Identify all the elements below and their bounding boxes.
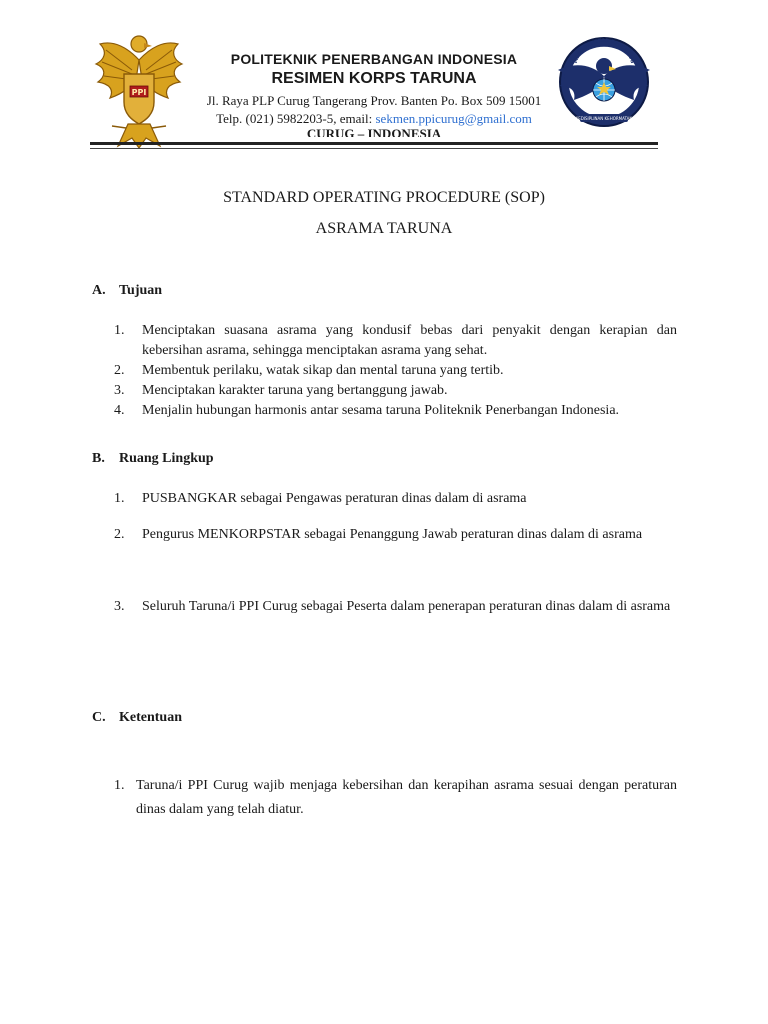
section-c-heading — [92, 710, 182, 726]
item-text: Menciptakan suasana asrama yang kondusif bebas dari penyakit dengan kerapian dan kebersihan asrama, sehingga menciptakan asrama yang sehat. — [142, 323, 677, 358]
letterhead — [0, 0, 768, 160]
section-title: Ruang Lingkup — [119, 451, 214, 466]
regiment-name: RESIMEN KORPS TARUNA — [271, 70, 477, 87]
section-title: Ketentuan — [119, 710, 182, 725]
item-text: Taruna/i PPI Curug wajib menjaga kebersihan dan kerapihan asrama sesuai dengan peraturan dinas dalam yang telah diatur. — [136, 778, 677, 817]
section-title: Tujuan — [119, 283, 163, 298]
section-letter: A. — [92, 283, 106, 298]
list-item — [114, 361, 677, 381]
item-number: 1. — [114, 491, 125, 506]
section-letter: C. — [92, 710, 106, 725]
item-number: 4. — [114, 403, 125, 418]
menkorpstar-emblem-logo — [554, 30, 654, 138]
phone-text: Telp. (021) 5982203-5, email: — [216, 111, 376, 126]
address-line: Jl. Raya PLP Curug Tangerang Prov. Banten Po. Box 509 15001 — [206, 93, 542, 108]
section-letter: B. — [92, 451, 105, 466]
list-item — [114, 589, 677, 625]
letterhead-divider-thin — [90, 148, 658, 149]
logo-right-top-text: MENKORPSTAR PPI CURUG — [572, 37, 636, 65]
institution-name: POLITEKNIK PENERBANGAN INDONESIA — [230, 51, 518, 67]
item-number: 3. — [114, 383, 125, 398]
logo-left-label: PPI — [131, 88, 147, 97]
contact-line — [188, 110, 560, 127]
list-item — [114, 381, 677, 401]
item-text: Menjalin hubungan harmonis antar sesama taruna Politeknik Penerbangan Indonesia. — [142, 403, 620, 418]
item-text: Menciptakan karakter taruna yang bertanggung jawab. — [142, 383, 448, 398]
list-item — [114, 774, 677, 822]
item-number: 1. — [114, 778, 125, 793]
item-number: 1. — [114, 323, 125, 338]
item-number: 2. — [114, 527, 125, 542]
section-b-heading — [92, 451, 214, 467]
document-subtitle: ASRAMA TARUNA — [315, 220, 453, 237]
section-a-heading — [92, 283, 162, 299]
email-link[interactable]: sekmen.ppicurug@gmail.com — [375, 111, 532, 126]
logo-right-bottom-text: KEDISIPLINAN KEHORMATAN — [575, 116, 633, 121]
list-item — [114, 517, 677, 553]
city-line: CURUG – INDONESIA — [306, 127, 442, 137]
document-title: STANDARD OPERATING PROCEDURE (SOP) — [223, 189, 545, 206]
list-item — [114, 401, 677, 421]
letterhead-text — [188, 50, 560, 137]
letterhead-divider-thick — [90, 142, 658, 145]
item-text: Pengurus MENKORPSTAR sebagai Penanggung Jawab peraturan dinas dalam di asrama — [142, 527, 643, 542]
item-text: Seluruh Taruna/i PPI Curug sebagai Peserta dalam penerapan peraturan dinas dalam di asrama — [142, 599, 671, 614]
item-text: Membentuk perilaku, watak sikap dan mental taruna yang tertib. — [142, 363, 504, 378]
list-item — [114, 321, 677, 361]
item-number: 2. — [114, 363, 125, 378]
item-text: PUSBANGKAR sebagai Pengawas peraturan dinas dalam di asrama — [142, 491, 527, 506]
item-number: 3. — [114, 599, 125, 614]
garuda-emblem-logo — [92, 30, 186, 148]
